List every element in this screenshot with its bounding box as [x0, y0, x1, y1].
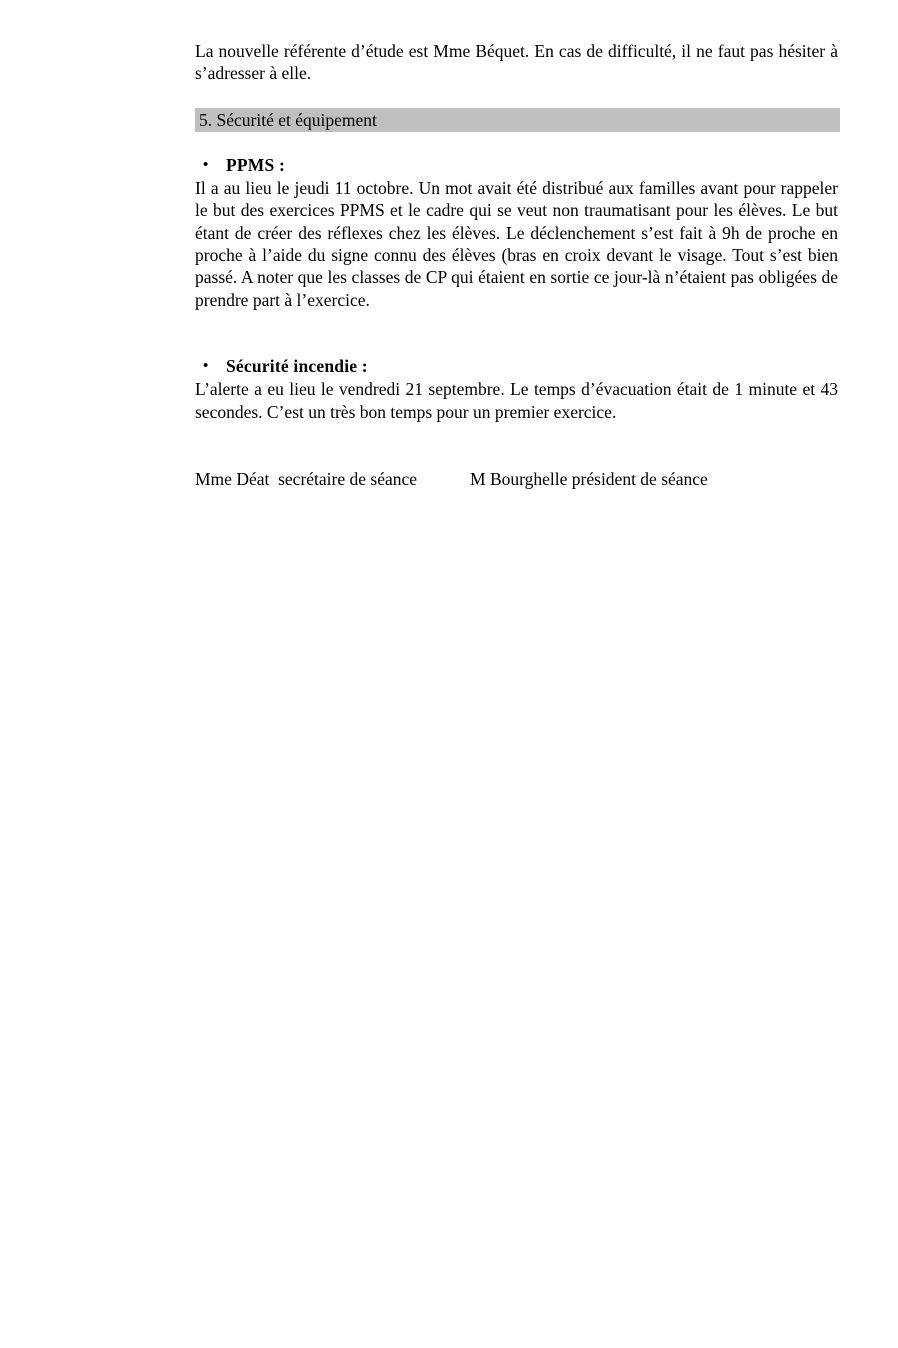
bullet-block-ppms — [195, 154, 843, 311]
signature-president: M Bourghelle président de séance — [470, 469, 708, 490]
bullet-heading-ppms — [195, 154, 838, 176]
bullet-heading-securite-incendie — [195, 355, 838, 377]
bullet-point-icon: • — [203, 156, 209, 173]
bullet-point-icon: • — [203, 358, 209, 375]
bullet-heading-label: Sécurité incendie : — [226, 356, 368, 377]
intro-paragraph: La nouvelle référente d’étude est Mme Béquet. En cas de difficulté, il ne faut pas hésiter à s’adresser à elle. — [195, 41, 843, 84]
block-spacer — [195, 311, 838, 333]
signature-secretary: Mme Déat secrétaire de séance — [195, 469, 418, 490]
bullet-heading-label: PPMS : — [226, 154, 286, 175]
bullet-body-ppms: Il a au lieu le jeudi 11 octobre. Un mot avait été distribué aux familles avant pour rappeler le but des exercices PPMS et le cadre qui se veut non traumatisant pour les élèves. Le but étant de créer des réflexes chez les élèves. Le déclenchement s’est fait à 9h de proche en proche à l’aide du signe connu des élèves (bras en croix devant le visage. Tout s’est bien passé. A noter que les classes de CP qui étaient en sortie ce jour-là n’étaient pas obligées de prendre part à l’exercice. — [195, 177, 843, 310]
signature-row — [195, 468, 838, 490]
page-content — [195, 40, 843, 490]
bullet-body-securite-incendie: L’alerte a eu lieu le vendredi 21 septembre. Le temps d’évacuation était de 1 minute et 43 secondes. C’est un très bon temps pour un premier exercice. — [195, 379, 843, 422]
section-heading-title: 5. Sécurité et équipement — [199, 109, 377, 130]
bullet-block-securite-incendie — [195, 355, 843, 423]
section-heading-band — [195, 108, 840, 132]
